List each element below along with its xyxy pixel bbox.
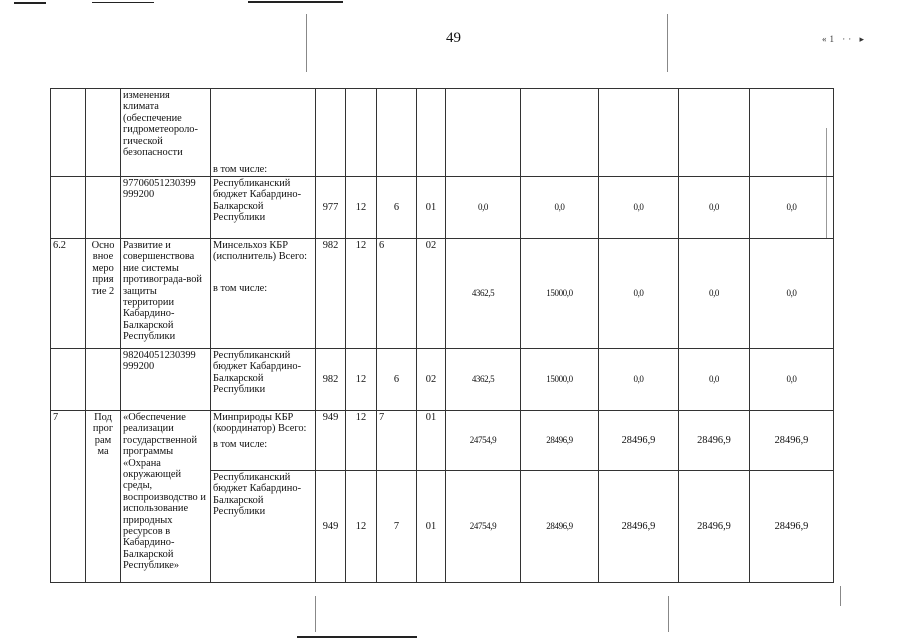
- cell-type: [86, 349, 121, 411]
- cell-pr: 7: [377, 411, 417, 471]
- cell-value: 0,0: [750, 239, 834, 349]
- cell-code: 98204051230399 999200: [121, 349, 211, 411]
- cell-num: [51, 89, 86, 177]
- cell-value: 28496,9: [750, 471, 834, 583]
- cell-grbs: 977: [316, 177, 346, 239]
- cell-value: 0,0: [521, 177, 599, 239]
- cell-gr: 02: [417, 239, 446, 349]
- cell-value: 28496,9: [679, 411, 750, 471]
- cell-name: Развитие и совершенствова ние системы противограда-вой защиты территории Кабардино-Балкарской Республики: [121, 239, 211, 349]
- cell-rz: 12: [346, 471, 377, 583]
- cell-num: [51, 177, 86, 239]
- cell-grbs: 982: [316, 349, 346, 411]
- source-label: Минприроды КБР (координатор) Всего:: [213, 412, 307, 435]
- cell-grbs: [316, 89, 346, 177]
- cell-value: 15000,0: [521, 349, 599, 411]
- cell-value: [446, 89, 521, 177]
- cell-source: [211, 411, 316, 471]
- scan-artifact-line: [667, 14, 668, 72]
- page-number: 49: [446, 30, 461, 46]
- source-sub-label: в том числе:: [213, 438, 268, 450]
- cell-gr: 01: [417, 471, 446, 583]
- scan-artifact-line: [297, 636, 417, 638]
- scan-artifact-line: [306, 14, 307, 72]
- cell-value: 28496,9: [599, 411, 679, 471]
- cell-type: [86, 177, 121, 239]
- cell-value: 0,0: [599, 349, 679, 411]
- cell-value: [679, 89, 750, 177]
- cell-gr: 01: [417, 177, 446, 239]
- cell-grbs: 982: [316, 239, 346, 349]
- cell-pr: [377, 89, 417, 177]
- cell-value: 0,0: [679, 177, 750, 239]
- cell-source: [211, 239, 316, 349]
- cell-value: 0,0: [750, 177, 834, 239]
- cell-value: [599, 89, 679, 177]
- source-label: Минсельхоз КБР (исполнитель) Всего:: [213, 240, 308, 263]
- corner-marks: «1 ·· ▸: [822, 34, 868, 44]
- source-sub-label: в том числе:: [213, 282, 268, 294]
- cell-value: 0,0: [679, 239, 750, 349]
- cell-value: 28496,9: [599, 471, 679, 583]
- scan-artifact-line: [315, 596, 316, 632]
- cell-type: Под прог рам ма: [86, 411, 121, 583]
- cell-name: изменения климата (обеспечение гидрометеороло-гической безопасности: [121, 89, 211, 177]
- cell-value: 0,0: [446, 177, 521, 239]
- cell-value: 28496,9: [679, 471, 750, 583]
- cell-gr: 02: [417, 349, 446, 411]
- cell-value: [750, 89, 834, 177]
- cell-value: 0,0: [679, 349, 750, 411]
- cell-value: 4362,5: [446, 239, 521, 349]
- cell-value: 4362,5: [446, 349, 521, 411]
- scan-artifact-line: [248, 1, 343, 3]
- table-row: [51, 349, 834, 411]
- cell-rz: [346, 89, 377, 177]
- cell-value: 28496,9: [521, 471, 599, 583]
- table-row: [51, 177, 834, 239]
- cell-gr: [417, 89, 446, 177]
- scan-artifact-line: [668, 596, 669, 632]
- table-row: [51, 239, 834, 349]
- cell-rz: 12: [346, 411, 377, 471]
- cell-value: 0,0: [750, 349, 834, 411]
- cell-name: «Обеспечение реализации государственной программы «Охрана окружающей среды, воспроизводство и использование природных ресурсов в Кабардино-Балкарской Республике»: [121, 411, 211, 583]
- cell-pr: 6: [377, 177, 417, 239]
- cell-value: 28496,9: [521, 411, 599, 471]
- table-row: [51, 411, 834, 471]
- cell-value: 24754,9: [446, 471, 521, 583]
- table-row: [51, 89, 834, 177]
- cell-source: Республиканский бюджет Кабардино-Балкарской Республики: [211, 177, 316, 239]
- scan-artifact-line: [14, 2, 46, 4]
- cell-rz: 12: [346, 349, 377, 411]
- cell-num: [51, 349, 86, 411]
- cell-rz: 12: [346, 177, 377, 239]
- cell-value: 0,0: [599, 177, 679, 239]
- cell-source: [211, 89, 316, 177]
- cell-value: 28496,9: [750, 411, 834, 471]
- cell-num: 6.2: [51, 239, 86, 349]
- cell-rz: 12: [346, 239, 377, 349]
- cell-value: 24754,9: [446, 411, 521, 471]
- budget-table: [50, 88, 834, 583]
- scan-artifact-line: [92, 2, 154, 3]
- cell-code: 97706051230399 999200: [121, 177, 211, 239]
- cell-source: Республиканский бюджет Кабардино-Балкарской Республики: [211, 349, 316, 411]
- cell-gr: 01: [417, 411, 446, 471]
- cell-pr: 6: [377, 349, 417, 411]
- cell-value: 0,0: [599, 239, 679, 349]
- cell-pr: 7: [377, 471, 417, 583]
- cell-source: Республиканский бюджет Кабардино-Балкарской Республики: [211, 471, 316, 583]
- cell-grbs: 949: [316, 471, 346, 583]
- cell-type: [86, 89, 121, 177]
- cell-num: 7: [51, 411, 86, 583]
- cell-value: 15000,0: [521, 239, 599, 349]
- scan-artifact-line: [840, 586, 841, 606]
- cell-value: [521, 89, 599, 177]
- source-sub-label: в том числе:: [213, 163, 268, 175]
- cell-type: Осно вное меро прия тие 2: [86, 239, 121, 349]
- cell-grbs: 949: [316, 411, 346, 471]
- cell-pr: 6: [377, 239, 417, 349]
